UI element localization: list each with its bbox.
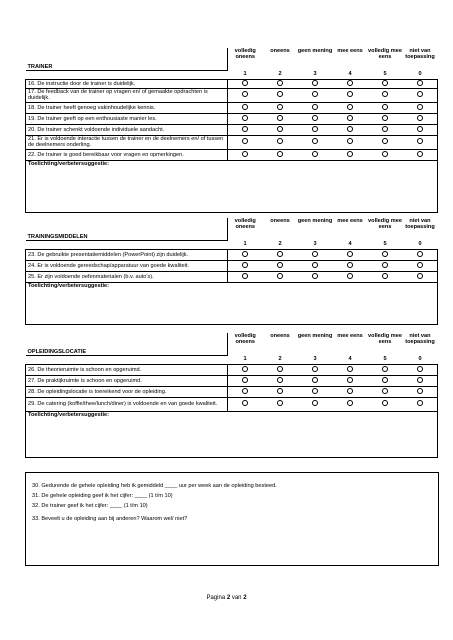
rating-radio[interactable] xyxy=(403,149,438,160)
column-number: 3 xyxy=(313,241,317,248)
rating-radio[interactable] xyxy=(368,271,403,282)
question-text: 22. De trainer is goed bereikbaar voor vragen en opmerkingen. xyxy=(26,149,228,160)
rating-radio[interactable] xyxy=(298,386,333,397)
column-header: mee eens xyxy=(337,218,363,224)
rating-radio[interactable] xyxy=(403,364,438,375)
rating-radio[interactable] xyxy=(333,135,368,149)
column-number: 5 xyxy=(383,356,387,363)
column-number: 1 xyxy=(243,356,247,363)
rating-radio[interactable] xyxy=(298,102,333,113)
rating-radio[interactable] xyxy=(228,124,263,135)
rating-radio[interactable] xyxy=(333,113,368,124)
column-number: 4 xyxy=(348,241,352,248)
rating-radio[interactable] xyxy=(368,364,403,375)
rating-radio[interactable] xyxy=(403,88,438,102)
rating-radio[interactable] xyxy=(333,364,368,375)
column-header: geen mening xyxy=(297,333,333,339)
column-number: 4 xyxy=(348,356,352,363)
rating-radio[interactable] xyxy=(298,149,333,160)
column-header: niet van toepassing xyxy=(405,218,435,230)
rating-radio[interactable] xyxy=(228,260,263,271)
footer-page-total: 2 xyxy=(243,595,247,601)
rating-radio[interactable] xyxy=(368,135,403,149)
rating-radio[interactable] xyxy=(228,364,263,375)
rating-radio[interactable] xyxy=(263,271,298,282)
table-row xyxy=(26,149,438,160)
column-header: niet van toepassing xyxy=(405,48,435,60)
section-title: TRAININGSMIDDELEN xyxy=(26,218,228,240)
table-row xyxy=(26,135,438,149)
rating-radio[interactable] xyxy=(403,386,438,397)
section-opleidingslocatie xyxy=(25,333,437,458)
column-header: volledig oneens xyxy=(234,48,256,60)
rating-radio[interactable] xyxy=(263,364,298,375)
rating-radio[interactable] xyxy=(368,386,403,397)
column-header: geen mening xyxy=(297,218,333,224)
rating-radio[interactable] xyxy=(228,88,263,102)
column-header: volledig oneens xyxy=(234,333,256,345)
table-row xyxy=(26,249,438,260)
comment-field[interactable]: Toelichting/verbetersuggestie: xyxy=(26,282,438,324)
question-text: 20. De trainer schenkt voldoende individuele aandacht. xyxy=(26,124,228,135)
question-text: 19. De trainer geeft op een enthousiaste manier les. xyxy=(26,113,228,124)
rating-table-opleidingslocatie xyxy=(25,333,438,458)
rating-radio[interactable] xyxy=(228,149,263,160)
rating-radio[interactable] xyxy=(263,375,298,386)
rating-radio[interactable] xyxy=(333,386,368,397)
question-text: 28. De opleidingslocatie is toereikend voor de opleiding. xyxy=(26,386,228,397)
rating-radio[interactable] xyxy=(403,135,438,149)
rating-radio[interactable] xyxy=(368,375,403,386)
rating-radio[interactable] xyxy=(263,113,298,124)
page-footer xyxy=(0,595,453,601)
column-header: oneens xyxy=(270,48,290,54)
rating-radio[interactable] xyxy=(403,271,438,282)
rating-radio[interactable] xyxy=(403,79,438,88)
rating-radio[interactable] xyxy=(298,124,333,135)
rating-radio[interactable] xyxy=(298,375,333,386)
comment-field[interactable]: Toelichting/verbetersuggestie: xyxy=(26,411,438,457)
table-row xyxy=(26,364,438,375)
question-text: 18. De trainer heeft genoeg vakinhoudelijke kennis. xyxy=(26,102,228,113)
rating-radio[interactable] xyxy=(368,249,403,260)
question-text: 16. De instructie door de trainer is duidelijk. xyxy=(26,79,228,88)
open-questions-box xyxy=(25,472,439,566)
table-row xyxy=(26,260,438,271)
rating-radio[interactable] xyxy=(228,79,263,88)
column-number: 2 xyxy=(278,356,282,363)
table-row xyxy=(26,79,438,88)
column-header: volledig mee eens xyxy=(368,333,402,345)
footer-page-number: 2 xyxy=(226,595,231,601)
rating-radio[interactable] xyxy=(403,260,438,271)
question-text: 29. De catering (koffie/thee/lunch/diner) is voldoende en van goede kwaliteit. xyxy=(26,397,228,411)
rating-radio[interactable] xyxy=(298,88,333,102)
section-trainingsmiddelen xyxy=(25,218,437,325)
column-number: 1 xyxy=(243,241,247,248)
rating-radio[interactable] xyxy=(228,386,263,397)
rating-radio[interactable] xyxy=(228,113,263,124)
table-row xyxy=(26,88,438,102)
column-header: oneens xyxy=(270,218,290,224)
rating-radio[interactable] xyxy=(263,249,298,260)
rating-radio[interactable] xyxy=(368,113,403,124)
rating-radio[interactable] xyxy=(333,249,368,260)
rating-table-trainingsmiddelen xyxy=(25,218,438,325)
column-header: volledig oneens xyxy=(234,218,256,230)
rating-radio[interactable] xyxy=(368,397,403,411)
rating-radio[interactable] xyxy=(228,135,263,149)
column-number: 4 xyxy=(348,71,352,78)
comment-field[interactable]: Toelichting/verbetersuggestie: xyxy=(26,160,438,212)
rating-radio[interactable] xyxy=(298,249,333,260)
column-number: 5 xyxy=(383,241,387,248)
rating-radio[interactable] xyxy=(333,260,368,271)
rating-radio[interactable] xyxy=(263,260,298,271)
column-header: geen mening xyxy=(297,48,333,54)
table-row xyxy=(26,375,438,386)
rating-radio[interactable] xyxy=(368,124,403,135)
column-number: 5 xyxy=(383,71,387,78)
open-question-31: 31. De gehele opleiding geef ik het cijfer: ____ (1 t/m 10) xyxy=(32,493,173,499)
rating-radio[interactable] xyxy=(228,397,263,411)
rating-radio[interactable] xyxy=(403,375,438,386)
rating-radio[interactable] xyxy=(333,79,368,88)
section-trainer xyxy=(25,48,437,213)
rating-radio[interactable] xyxy=(333,149,368,160)
rating-radio[interactable] xyxy=(333,397,368,411)
rating-radio[interactable] xyxy=(368,79,403,88)
rating-radio[interactable] xyxy=(228,375,263,386)
rating-radio[interactable] xyxy=(298,260,333,271)
rating-radio[interactable] xyxy=(263,149,298,160)
rating-radio[interactable] xyxy=(298,113,333,124)
question-text: 26. De theorieruimte is schoon en opgeruimd. xyxy=(26,364,228,375)
rating-radio[interactable] xyxy=(298,135,333,149)
column-number: 3 xyxy=(313,71,317,78)
rating-radio[interactable] xyxy=(298,271,333,282)
rating-radio[interactable] xyxy=(403,102,438,113)
column-number: 0 xyxy=(418,241,422,248)
rating-radio[interactable] xyxy=(228,271,263,282)
section-title: OPLEIDINGSLOCATIE xyxy=(26,333,228,355)
question-text: 23. De gebruikte presentatiemiddelen (PowerPoint) zijn duidelijk. xyxy=(26,249,228,260)
table-row xyxy=(26,397,438,411)
column-number: 0 xyxy=(418,71,422,78)
rating-radio[interactable] xyxy=(403,113,438,124)
footer-prefix: Pagina xyxy=(206,595,227,601)
rating-radio[interactable] xyxy=(403,124,438,135)
column-number: 0 xyxy=(418,356,422,363)
rating-radio[interactable] xyxy=(333,102,368,113)
table-row xyxy=(26,124,438,135)
open-question-30: 30. Gedurende de gehele opleiding heb ik gemiddeld ____ uur per week aan de opleiding besteed. xyxy=(32,483,277,489)
rating-radio[interactable] xyxy=(368,88,403,102)
rating-radio[interactable] xyxy=(368,260,403,271)
rating-radio[interactable] xyxy=(368,102,403,113)
table-row xyxy=(26,386,438,397)
table-row xyxy=(26,102,438,113)
column-header: mee eens xyxy=(337,333,363,339)
rating-radio[interactable] xyxy=(333,375,368,386)
question-text: 25. Er zijn voldoende oefenmaterialen (b.v. auto's). xyxy=(26,271,228,282)
column-number: 1 xyxy=(243,71,247,78)
rating-radio[interactable] xyxy=(263,102,298,113)
rating-radio[interactable] xyxy=(298,397,333,411)
section-title: TRAINER xyxy=(26,48,228,70)
rating-radio[interactable] xyxy=(298,79,333,88)
column-header: niet van toepassing xyxy=(405,333,435,345)
column-header: volledig mee eens xyxy=(368,218,402,230)
rating-radio[interactable] xyxy=(263,79,298,88)
rating-radio[interactable] xyxy=(228,249,263,260)
column-header: mee eens xyxy=(337,48,363,54)
rating-radio[interactable] xyxy=(333,124,368,135)
question-text: 24. Er is voldoende gereedschap/apparatuur van goede kwaliteit. xyxy=(26,260,228,271)
rating-radio[interactable] xyxy=(403,397,438,411)
rating-radio[interactable] xyxy=(228,102,263,113)
rating-radio[interactable] xyxy=(263,135,298,149)
rating-radio[interactable] xyxy=(298,364,333,375)
table-row xyxy=(26,271,438,282)
rating-radio[interactable] xyxy=(263,386,298,397)
rating-radio[interactable] xyxy=(263,124,298,135)
rating-radio[interactable] xyxy=(263,88,298,102)
column-number: 2 xyxy=(278,71,282,78)
question-text: 21. Er is voldoende interactie tussen de trainer en de deelnemers en/ of tussen de deelnemers onderling. xyxy=(26,135,228,149)
rating-radio[interactable] xyxy=(368,149,403,160)
table-row xyxy=(26,113,438,124)
column-header: oneens xyxy=(270,333,290,339)
question-text: 27. De praktijkruimte is schoon en opgeruimd. xyxy=(26,375,228,386)
column-number: 3 xyxy=(313,356,317,363)
rating-radio[interactable] xyxy=(333,88,368,102)
open-question-33: 33. Beveelt u de opleiding aan bij anderen? Waarom wel/ niet? xyxy=(32,516,188,522)
rating-radio[interactable] xyxy=(263,397,298,411)
column-header: volledig mee eens xyxy=(368,48,402,60)
column-number: 2 xyxy=(278,241,282,248)
rating-radio[interactable] xyxy=(333,271,368,282)
open-question-32: 32. De trainer geef ik het cijfer: ____ (1 t/m 10) xyxy=(32,503,148,509)
footer-middle: van xyxy=(230,595,244,601)
rating-table-trainer xyxy=(25,48,438,213)
question-text: 17. De feedback van de trainer op vragen en/ of gemaakte opdrachten is duidelijk. xyxy=(26,88,228,102)
rating-radio[interactable] xyxy=(403,249,438,260)
